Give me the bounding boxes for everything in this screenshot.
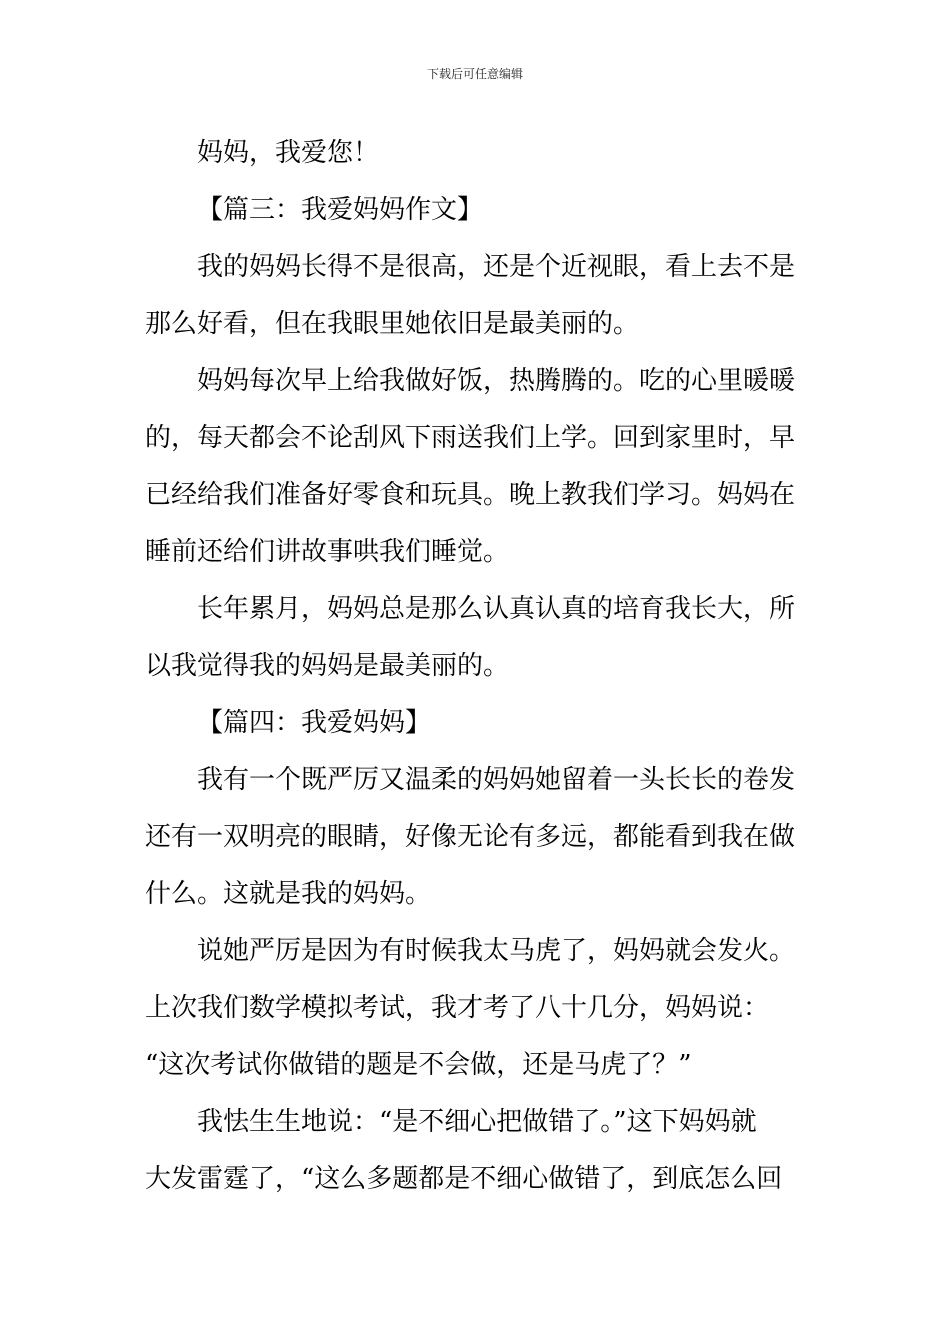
paragraph-line: 妈妈，我爱您！ <box>197 138 380 168</box>
paragraph-line: 我的妈妈长得不是很高，还是个近视眼，看上去不是 <box>197 252 796 282</box>
paragraph-line: 那么好看，但在我眼里她依旧是最美丽的。 <box>145 309 640 339</box>
paragraph-line: 还有一双明亮的眼睛，好像无论有多远，都能看到我在做 <box>145 822 796 852</box>
paragraph-line: 什么。这就是我的妈妈。 <box>145 879 432 909</box>
paragraph-line: 说她严厉是因为有时候我太马虎了，妈妈就会发火。 <box>197 936 796 966</box>
paragraph-line: 我怯生生地说：“是不细心把做错了。”这下妈妈就 <box>197 1107 757 1137</box>
section-heading: 【篇四：我爱妈妈】 <box>197 708 432 738</box>
paragraph-line: 我有一个既严厉又温柔的妈妈她留着一头长长的卷发 <box>197 765 796 795</box>
page-header: 下载后可任意编辑 <box>426 67 523 81</box>
paragraph-line: 长年累月，妈妈总是那么认真认真的培育我长大，所 <box>197 594 796 624</box>
paragraph-line: 妈妈每次早上给我做好饭，热腾腾的。吃的心里暖暖 <box>197 366 796 396</box>
paragraph-line: 的，每天都会不论刮风下雨送我们上学。回到家里时，早 <box>145 423 796 453</box>
paragraph-line: 已经给我们准备好零食和玩具。晚上教我们学习。妈妈在 <box>145 480 796 510</box>
paragraph-line: 上次我们数学模拟考试，我才考了八十几分，妈妈说： <box>145 993 770 1023</box>
paragraph-line: 大发雷霆了，“这么多题都是不细心做错了，到底怎么回 <box>145 1164 783 1194</box>
section-heading: 【篇三：我爱妈妈作文】 <box>197 195 484 225</box>
paragraph-line: “这次考试你做错的题是不会做，还是马虎了？” <box>145 1050 692 1080</box>
paragraph-line: 睡前还给们讲故事哄我们睡觉。 <box>145 537 510 567</box>
paragraph-line: 以我觉得我的妈妈是最美丽的。 <box>145 651 510 681</box>
